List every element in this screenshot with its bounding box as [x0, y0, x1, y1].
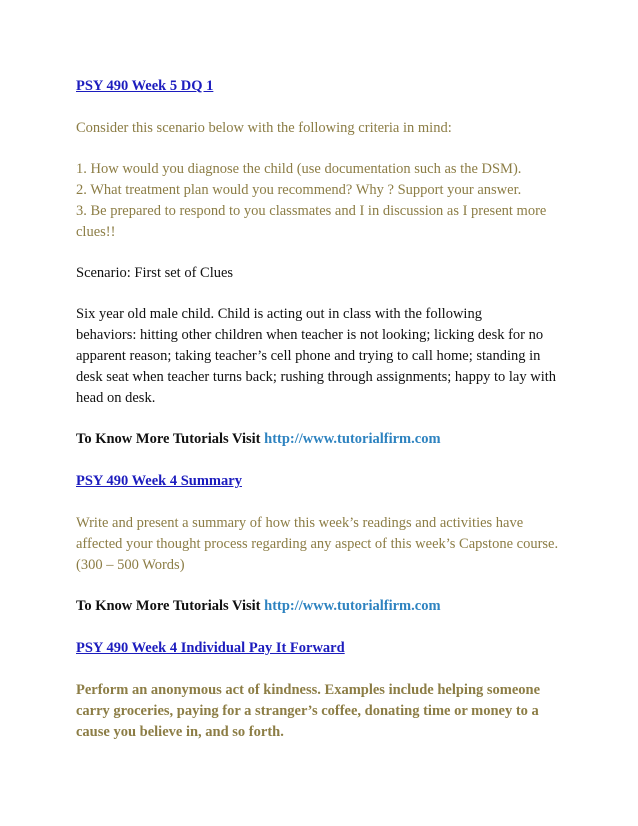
tutorial-site-link[interactable]: http://www.tutorialfirm.com — [264, 431, 441, 447]
tutorials-cta — [76, 429, 576, 450]
summary-line: Write and present a summary of how this week’s readings and activities have — [76, 515, 524, 531]
scenario-line: behaviors: hitting other children when teacher is not looking; licking desk for no — [76, 327, 544, 343]
summary-line: (300 – 500 Words) — [76, 557, 185, 573]
intro-text: Consider this scenario below with the following criteria in mind: — [76, 120, 452, 136]
criteria-item: 3. Be prepared to respond to you classmates and I in discussion as I present more — [76, 203, 547, 219]
scenario-line: Six year old male child. Child is acting out in class with the following — [76, 306, 482, 322]
document-page — [76, 76, 576, 743]
scenario-line: desk seat when teacher turns back; rushing through assignments; happy to lay with — [76, 369, 557, 385]
scenario-label: Scenario: First set of Clues — [76, 265, 234, 281]
criteria-item: clues!! — [76, 224, 116, 240]
criteria-item: 1. How would you diagnose the child (use documentation such as the DSM). — [76, 161, 522, 177]
summary-line: affected your thought process regarding any aspect of this week’s Capstone course. — [76, 536, 559, 552]
section-title-week4-pay-it-forward[interactable]: PSY 490 Week 4 Individual Pay It Forward — [76, 640, 345, 656]
section-title-week4-summary[interactable]: PSY 490 Week 4 Summary — [76, 473, 242, 489]
section-title-week5-dq1[interactable]: PSY 490 Week 5 DQ 1 — [76, 78, 214, 94]
pay-it-forward-line: Perform an anonymous act of kindness. Examples include helping someone — [76, 682, 541, 698]
tutorials-cta — [76, 596, 576, 617]
scenario-line: apparent reason; taking teacher’s cell phone and trying to call home; standing in — [76, 348, 541, 364]
tutorials-cta-text: To Know More Tutorials Visit — [76, 431, 265, 447]
pay-it-forward-line: carry groceries, paying for a stranger’s coffee, donating time or money to a — [76, 703, 539, 719]
tutorials-cta-text: To Know More Tutorials Visit — [76, 598, 265, 614]
tutorial-site-link[interactable]: http://www.tutorialfirm.com — [264, 598, 441, 614]
pay-it-forward-line: cause you believe in, and so forth. — [76, 724, 284, 740]
criteria-item: 2. What treatment plan would you recommend? Why ? Support your answer. — [76, 182, 522, 198]
scenario-line: head on desk. — [76, 390, 156, 406]
